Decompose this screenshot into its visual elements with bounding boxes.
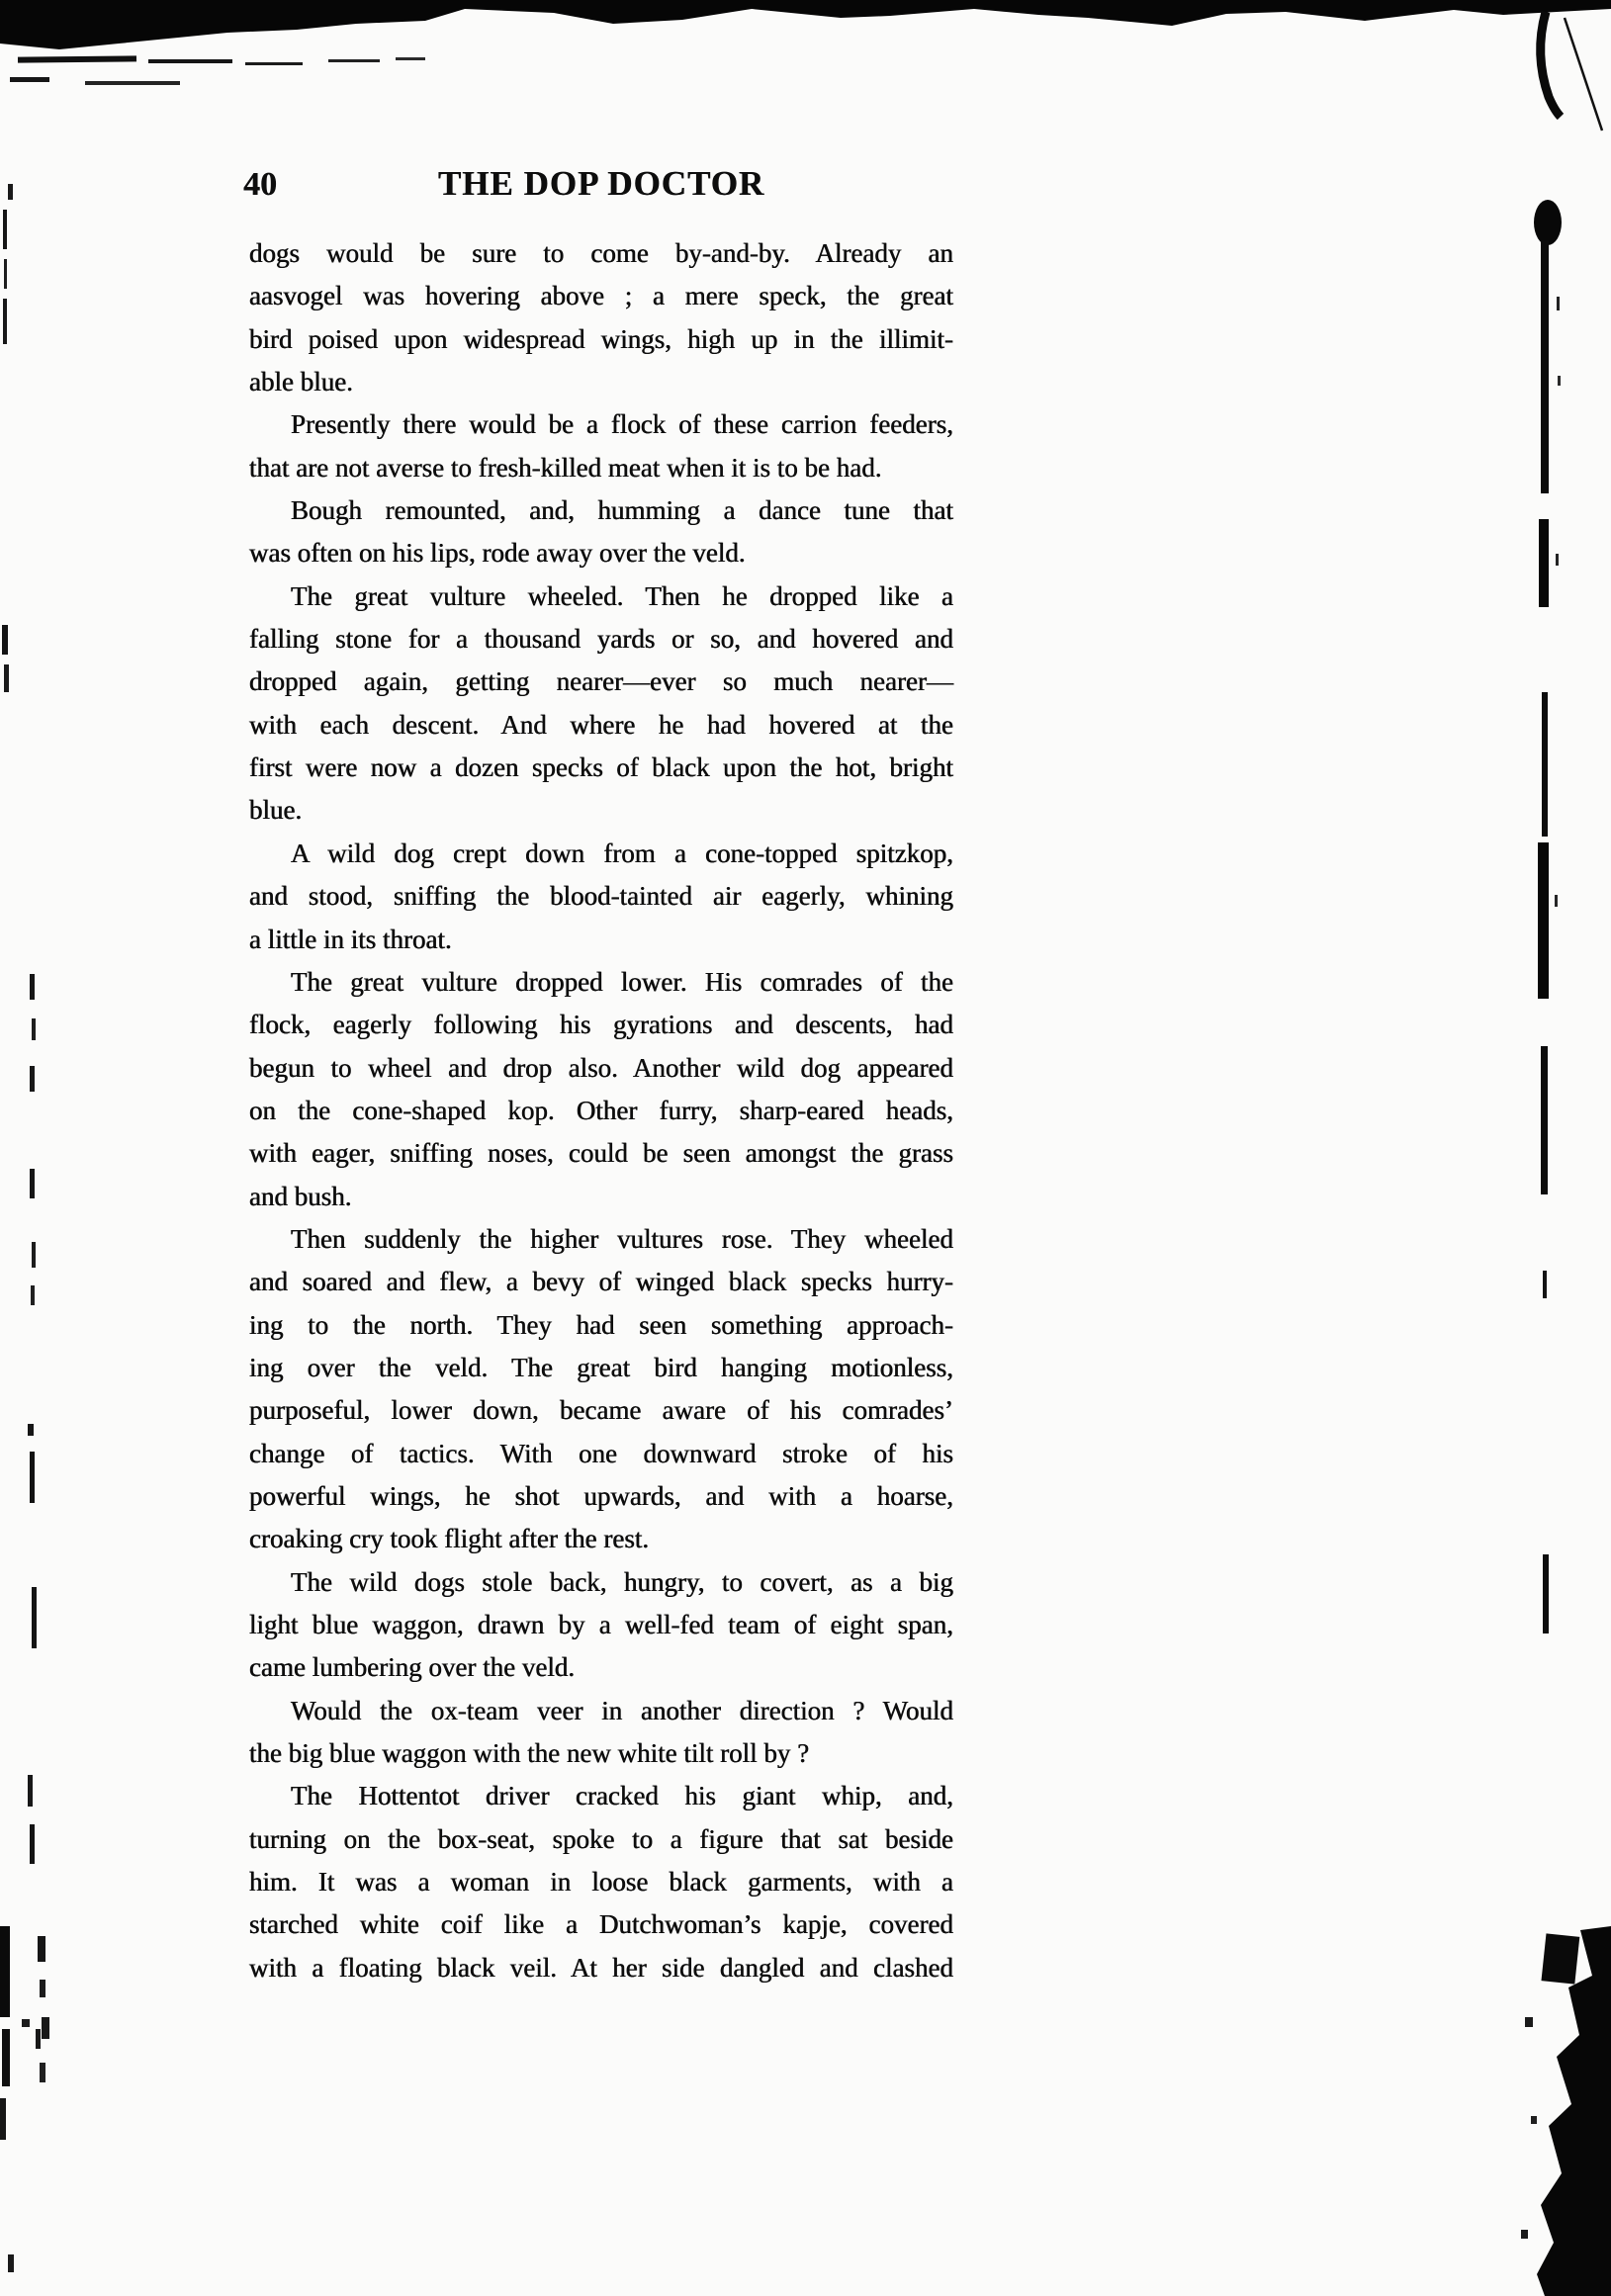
text-line: croaking cry took flight after the rest. bbox=[249, 1524, 650, 1554]
text-line: with each descent. And where he had hovered at the bbox=[249, 709, 953, 740]
text-line: purposeful, lower down, became aware of his comrades’ bbox=[249, 1395, 953, 1426]
text-line: first were now a dozen specks of black upon the hot, bright bbox=[249, 752, 953, 783]
text-line: on the cone-shaped kop. Other furry, sharp-eared heads, bbox=[249, 1095, 953, 1125]
text-line: was often on his lips, rode away over the veld. bbox=[249, 538, 746, 569]
text-line: that are not averse to fresh-killed meat when it is to be had. bbox=[249, 452, 882, 483]
text-line: a little in its throat. bbox=[249, 924, 452, 954]
text-line: Presently there would be a flock of these carrion feeders, bbox=[291, 409, 953, 440]
text-line: Would the ox-team veer in another direction ? Would bbox=[291, 1695, 953, 1725]
text-line: The wild dogs stole back, hungry, to covert, as a big bbox=[291, 1566, 953, 1597]
text-line: dropped again, getting nearer—ever so much nearer— bbox=[249, 666, 953, 697]
text-line: powerful wings, he shot upwards, and with a hoarse, bbox=[249, 1480, 953, 1511]
text-line: aasvogel was hovering above ; a mere speck, the great bbox=[249, 281, 953, 311]
text-line: falling stone for a thousand yards or so, and hovered and bbox=[249, 624, 953, 655]
text-line: ing over the veld. The great bird hanging motionless, bbox=[249, 1352, 953, 1382]
text-line: A wild dog crept down from a cone-topped spitzkop, bbox=[291, 838, 953, 868]
text-line: with eager, sniffing noses, could be seen amongst the grass bbox=[249, 1138, 953, 1169]
text-line: change of tactics. With one downward stroke of his bbox=[249, 1438, 953, 1468]
text-line: Bough remounted, and, humming a dance tune that bbox=[291, 495, 953, 526]
text-line: light blue waggon, drawn by a well-fed team of eight span, bbox=[249, 1610, 953, 1639]
text-line: turning on the box-seat, spoke to a figure that sat beside bbox=[249, 1823, 953, 1854]
page-header-title: THE DOP DOCTOR bbox=[437, 164, 765, 203]
body-text bbox=[249, 232, 953, 1989]
text-line: The Hottentot driver cracked his giant whip, and, bbox=[291, 1781, 953, 1811]
text-line: dogs would be sure to come by-and-by. Already an bbox=[249, 238, 953, 268]
text-line: bird poised upon widespread wings, high up in the illimit- bbox=[249, 323, 953, 354]
text-line: begun to wheel and drop also. Another wild dog appeared bbox=[249, 1052, 953, 1083]
text-line: blue. bbox=[249, 795, 303, 826]
text-line: came lumbering over the veld. bbox=[249, 1652, 576, 1683]
text-line: him. It was a woman in loose black garments, with a bbox=[249, 1867, 953, 1898]
page-number: 40 bbox=[243, 166, 277, 203]
text-line: and stood, sniffing the blood-tainted air eagerly, whining bbox=[249, 881, 953, 912]
text-line: and bush. bbox=[249, 1181, 352, 1211]
text-line: and soared and flew, a bevy of winged black specks hurry- bbox=[249, 1267, 953, 1297]
text-line: able blue. bbox=[249, 367, 353, 397]
text-line: the big blue waggon with the new white tilt roll by ? bbox=[249, 1738, 810, 1769]
text-line: ing to the north. They had seen something approach- bbox=[249, 1309, 953, 1340]
text-line: Then suddenly the higher vultures rose. They wheeled bbox=[291, 1223, 953, 1254]
text-line: The great vulture dropped lower. His comrades of the bbox=[291, 966, 953, 997]
text-line: with a floating black veil. At her side dangled and clashed bbox=[249, 1952, 953, 1983]
text-line: The great vulture wheeled. Then he dropped like a bbox=[291, 580, 953, 611]
text-line: flock, eagerly following his gyrations and descents, had bbox=[249, 1010, 953, 1040]
text-line: starched white coif like a Dutchwoman’s kapje, covered bbox=[249, 1909, 953, 1940]
